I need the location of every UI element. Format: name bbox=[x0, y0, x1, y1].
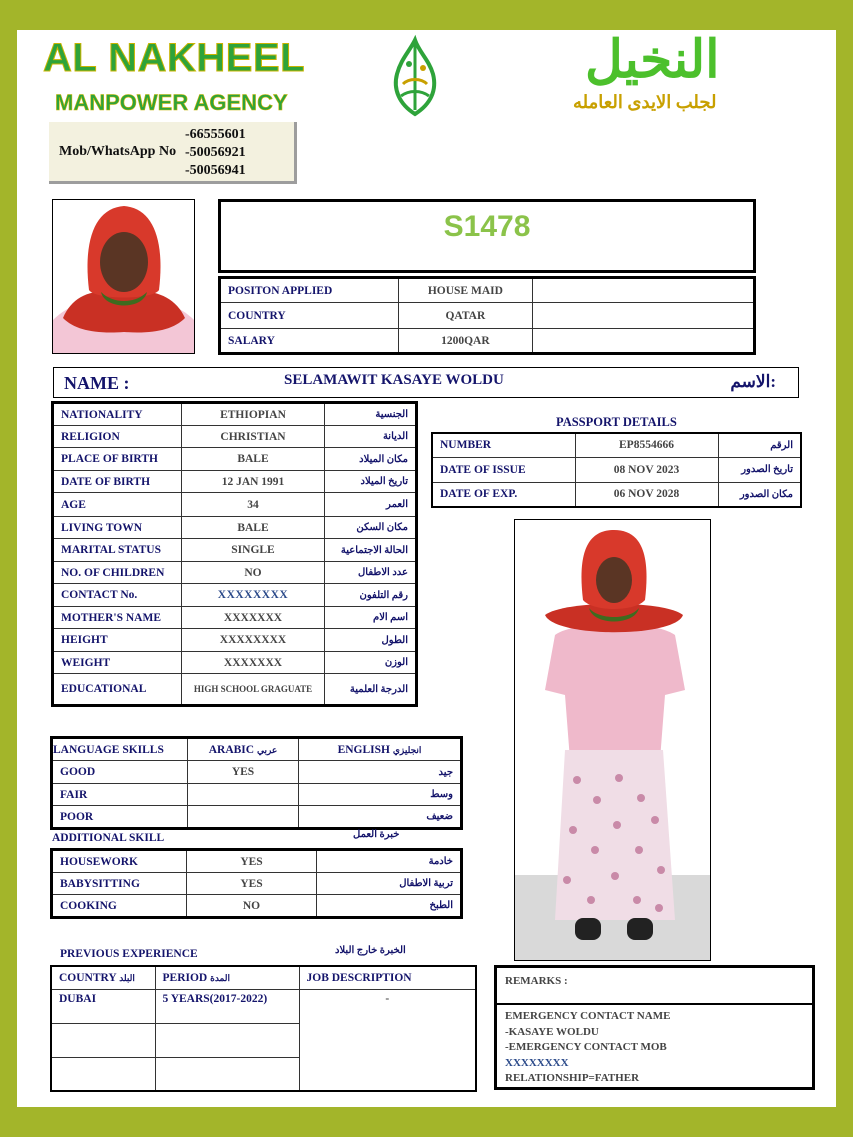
skill-value: YES bbox=[187, 873, 317, 895]
table-row bbox=[220, 278, 755, 303]
table-row bbox=[51, 989, 476, 1023]
field-value: HIGH SCHOOL GRAGUATE bbox=[182, 674, 325, 706]
arabic-label: ARABIC bbox=[208, 743, 255, 756]
emergency-mob: XXXXXXXX bbox=[505, 1056, 569, 1069]
field-label-ar: الحالة الاجتماعية bbox=[325, 539, 417, 562]
language-level-ar: وسط bbox=[299, 784, 462, 806]
country-value: QATAR bbox=[399, 303, 533, 329]
field-value: CHRISTIAN bbox=[182, 426, 325, 448]
remarks-label: REMARKS : bbox=[497, 968, 812, 1005]
table-row bbox=[53, 629, 417, 652]
table-row bbox=[52, 806, 462, 829]
country-header-ar: البلد bbox=[119, 972, 135, 983]
empty-cell bbox=[51, 1057, 155, 1091]
passport-label: NUMBER bbox=[432, 433, 575, 457]
empty-cell bbox=[532, 303, 754, 329]
language-level-ar: جيد bbox=[299, 761, 462, 784]
field-label-ar: الوزن bbox=[325, 652, 417, 674]
table-row bbox=[432, 482, 801, 507]
field-label-ar: العمر bbox=[325, 493, 417, 517]
skill-value: YES bbox=[187, 850, 317, 873]
field-label: CONTACT No. bbox=[53, 584, 182, 607]
field-value: 34 bbox=[182, 493, 325, 517]
additional-skill-title: ADDITIONAL SKILL bbox=[52, 832, 165, 844]
language-level: FAIR bbox=[52, 784, 188, 806]
emergency-mob-label: -EMERGENCY CONTACT MOB bbox=[505, 1041, 667, 1053]
table-row bbox=[52, 738, 462, 761]
english-label-ar: انجليزي bbox=[392, 744, 422, 755]
skill-label: HOUSEWORK bbox=[52, 850, 187, 873]
field-label: NATIONALITY bbox=[53, 403, 182, 426]
language-header: LANGUAGE SKILLS bbox=[52, 738, 188, 761]
table-row bbox=[53, 426, 417, 448]
agency-subtitle-en: MANPOWER AGENCY bbox=[55, 90, 288, 115]
table-row bbox=[53, 674, 417, 706]
language-level: GOOD bbox=[52, 761, 188, 784]
skill-label-ar: الطبخ bbox=[317, 895, 462, 918]
english-label: ENGLISH bbox=[337, 743, 390, 756]
emergency-contact bbox=[505, 1009, 670, 1087]
field-value: XXXXXXXX bbox=[182, 629, 325, 652]
field-label: AGE bbox=[53, 493, 182, 517]
field-label: EDUCATIONAL bbox=[53, 674, 182, 706]
reference-code-box bbox=[218, 199, 756, 273]
experience-country: DUBAI bbox=[51, 989, 155, 1023]
passport-title: PASSPORT DETAILS bbox=[556, 415, 677, 429]
field-value: 12 JAN 1991 bbox=[182, 471, 325, 493]
phone-box bbox=[49, 122, 297, 184]
country-label: COUNTRY bbox=[220, 303, 399, 329]
table-row bbox=[53, 448, 417, 471]
full-body-photo bbox=[514, 519, 711, 961]
field-label: RELIGION bbox=[53, 426, 182, 448]
table-row bbox=[220, 303, 755, 329]
period-column bbox=[155, 966, 299, 989]
relationship: RELATIONSHIP=FATHER bbox=[505, 1072, 640, 1084]
arabic-column bbox=[188, 738, 299, 761]
field-label-ar: رقم التلفون bbox=[325, 584, 417, 607]
additional-skill-table bbox=[50, 848, 463, 919]
skill-label: COOKING bbox=[52, 895, 187, 918]
cv-page bbox=[17, 30, 836, 1107]
field-label-ar: عدد الاطفال bbox=[325, 562, 417, 584]
field-label-ar: الجنسية bbox=[325, 403, 417, 426]
table-row bbox=[432, 433, 801, 457]
table-row bbox=[220, 329, 755, 354]
table-row bbox=[53, 652, 417, 674]
empty-cell bbox=[532, 329, 754, 354]
experience-period: 5 YEARS(2017-2022) bbox=[155, 989, 299, 1023]
position-value: HOUSE MAID bbox=[399, 278, 533, 303]
field-label: MARITAL STATUS bbox=[53, 539, 182, 562]
field-label-ar: الديانة bbox=[325, 426, 417, 448]
field-value: BALE bbox=[182, 448, 325, 471]
country-column bbox=[51, 966, 155, 989]
phone-number: -66555601 bbox=[185, 127, 246, 142]
passport-label-ar: تاريخ الصدور bbox=[718, 457, 801, 482]
table-row bbox=[53, 584, 417, 607]
empty-cell bbox=[155, 1023, 299, 1057]
field-label: MOTHER'S NAME bbox=[53, 607, 182, 629]
arabic-value bbox=[188, 806, 299, 829]
language-level: POOR bbox=[52, 806, 188, 829]
english-column bbox=[299, 738, 462, 761]
field-label: WEIGHT bbox=[53, 652, 182, 674]
language-skills-table bbox=[50, 736, 463, 830]
passport-label-ar: الرقم bbox=[718, 433, 801, 457]
experience-job: - bbox=[299, 989, 476, 1091]
field-value: ETHIOPIAN bbox=[182, 403, 325, 426]
empty-cell bbox=[51, 1023, 155, 1057]
remarks-box bbox=[494, 965, 815, 1090]
field-label-ar: مكان السكن bbox=[325, 517, 417, 539]
passport-table bbox=[431, 432, 802, 508]
field-label: HEIGHT bbox=[53, 629, 182, 652]
arabic-value: YES bbox=[188, 761, 299, 784]
field-value: BALE bbox=[182, 517, 325, 539]
table-row bbox=[52, 850, 462, 873]
table-row bbox=[52, 784, 462, 806]
agency-subtitle-ar: لجلب الايدى العامله bbox=[573, 92, 717, 112]
skill-label: BABYSITTING bbox=[52, 873, 187, 895]
table-row bbox=[53, 471, 417, 493]
field-label: NO. OF CHILDREN bbox=[53, 562, 182, 584]
experience-title: PREVIOUS EXPERIENCE bbox=[60, 948, 198, 960]
phone-number: -50056921 bbox=[185, 145, 246, 160]
table-row bbox=[432, 457, 801, 482]
passport-value: 06 NOV 2028 bbox=[575, 482, 718, 507]
table-row bbox=[53, 403, 417, 426]
field-label-ar: اسم الام bbox=[325, 607, 417, 629]
passport-label: DATE OF ISSUE bbox=[432, 457, 575, 482]
contact-label: Mob/WhatsApp No bbox=[59, 144, 177, 159]
field-value: SINGLE bbox=[182, 539, 325, 562]
job-header: JOB DESCRIPTION bbox=[299, 966, 476, 989]
passport-label-ar: مكان الصدور bbox=[718, 482, 801, 507]
empty-cell bbox=[532, 278, 754, 303]
table-row bbox=[52, 895, 462, 918]
country-header: COUNTRY bbox=[59, 971, 117, 984]
experience-table bbox=[50, 965, 477, 1092]
empty-cell bbox=[155, 1057, 299, 1091]
table-row bbox=[52, 761, 462, 784]
period-header: PERIOD bbox=[162, 971, 208, 984]
table-row bbox=[52, 873, 462, 895]
agency-name-ar: النخيل bbox=[585, 32, 720, 89]
field-label: DATE OF BIRTH bbox=[53, 471, 182, 493]
skill-label-ar: تربية الاطفال bbox=[317, 873, 462, 895]
skill-label-ar: خادمة bbox=[317, 850, 462, 873]
arabic-label-ar: عربي bbox=[256, 744, 278, 755]
field-label-ar: تاريخ الميلاد bbox=[325, 471, 417, 493]
field-label: LIVING TOWN bbox=[53, 517, 182, 539]
table-row bbox=[53, 562, 417, 584]
position-table bbox=[218, 276, 756, 355]
language-level-ar: ضعيف bbox=[299, 806, 462, 829]
reference-code: S1478 bbox=[443, 210, 531, 243]
name-label-ar: الاسم: bbox=[730, 372, 776, 391]
field-label-ar: الطول bbox=[325, 629, 417, 652]
experience-title-ar: الخبرة خارج البلاد bbox=[335, 945, 406, 956]
phone-number: -50056941 bbox=[185, 163, 246, 178]
table-row bbox=[53, 539, 417, 562]
table-row bbox=[53, 493, 417, 517]
passport-value: EP8554666 bbox=[575, 433, 718, 457]
emergency-name: -KASAYE WOLDU bbox=[505, 1025, 599, 1038]
field-label-ar: الدرجة العلمية bbox=[325, 674, 417, 706]
additional-skill-title-ar: خبرة العمل bbox=[353, 829, 400, 840]
salary-value: 1200QAR bbox=[399, 329, 533, 354]
agency-logo-icon bbox=[379, 34, 451, 120]
arabic-value bbox=[188, 784, 299, 806]
emergency-name-label: EMERGENCY CONTACT NAME bbox=[505, 1010, 671, 1022]
name-label: NAME : bbox=[64, 373, 130, 393]
table-row bbox=[53, 517, 417, 539]
name-row bbox=[53, 367, 799, 398]
passport-value: 08 NOV 2023 bbox=[575, 457, 718, 482]
field-value: XXXXXXXX bbox=[182, 584, 325, 607]
candidate-name: SELAMAWIT KASAYE WOLDU bbox=[284, 372, 504, 388]
field-label: PLACE OF BIRTH bbox=[53, 448, 182, 471]
salary-label: SALARY bbox=[220, 329, 399, 354]
position-label: POSITON APPLIED bbox=[220, 278, 399, 303]
table-row bbox=[53, 607, 417, 629]
passport-label: DATE OF EXP. bbox=[432, 482, 575, 507]
field-value: NO bbox=[182, 562, 325, 584]
phone-list bbox=[185, 126, 246, 180]
period-header-ar: المدة bbox=[210, 972, 230, 983]
table-row bbox=[51, 966, 476, 989]
portrait-photo bbox=[52, 199, 195, 354]
field-label-ar: مكان الميلاد bbox=[325, 448, 417, 471]
field-value: XXXXXXX bbox=[182, 607, 325, 629]
personal-details-table bbox=[51, 401, 418, 707]
field-value: XXXXXXX bbox=[182, 652, 325, 674]
skill-value: NO bbox=[187, 895, 317, 918]
agency-name-en: AL NAKHEEL bbox=[43, 36, 306, 80]
